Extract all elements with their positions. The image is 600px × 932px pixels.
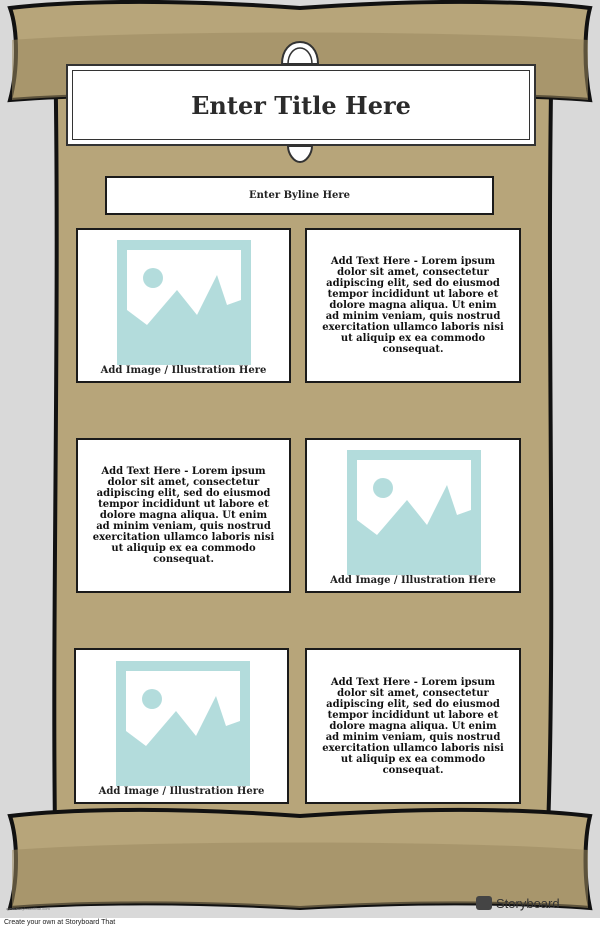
panel-5-image[interactable]: [74, 648, 289, 804]
byline-box[interactable]: [105, 176, 494, 215]
footer-credit: Create your own at Storyboard That: [4, 919, 116, 926]
poster-byline: Enter Byline Here: [248, 190, 351, 201]
panel-text: Add Text Here - Lorem ipsum dolor sit amet, consectetur adipiscing elit, sed do eiusmod tempor incididunt ut labore et dolore magna aliqua. Ut enim ad minim veniam, quis nostrud exercitation ullamco laboris nisi ut aliquip ex ea commodo consequat.: [322, 676, 504, 776]
panel-1-image[interactable]: [76, 228, 291, 383]
image-caption: Add Image / Illustration Here: [330, 575, 496, 586]
watermark-url: www.storyboardthat.com: [6, 906, 50, 911]
image-caption: Add Image / Illustration Here: [98, 786, 265, 797]
storyboard-logo-icon: [476, 896, 492, 910]
image-placeholder-icon: [347, 450, 481, 575]
image-placeholder-icon: [116, 661, 250, 786]
storyboard-watermark: [476, 892, 596, 914]
poster-title: Enter Title Here: [191, 90, 411, 120]
title-box[interactable]: [66, 64, 536, 146]
title-frame: [72, 70, 530, 140]
panel-3-text[interactable]: [76, 438, 291, 593]
image-caption: Add Image / Illustration Here: [100, 365, 267, 376]
panel-2-text[interactable]: [305, 228, 521, 383]
panel-6-text[interactable]: [305, 648, 521, 804]
panel-text: Add Text Here - Lorem ipsum dolor sit amet, consectetur adipiscing elit, sed do eiusmod tempor incididunt ut labore et dolore magna aliqua. Ut enim ad minim veniam, quis nostrud exercitation ullamco laboris nisi ut aliquip ex ea commodo consequat.: [92, 466, 275, 565]
watermark-brand: Storyboard: [496, 895, 560, 911]
image-placeholder-icon: [117, 240, 251, 365]
panel-4-image[interactable]: [305, 438, 521, 593]
panel-text: Add Text Here - Lorem ipsum dolor sit amet, consectetur adipiscing elit, sed do eiusmod tempor incididunt ut labore et dolore magna aliqua. Ut enim ad minim veniam, quis nostrud exercitation ullamco laboris nisi ut aliquip ex ea commodo consequat.: [322, 256, 504, 355]
